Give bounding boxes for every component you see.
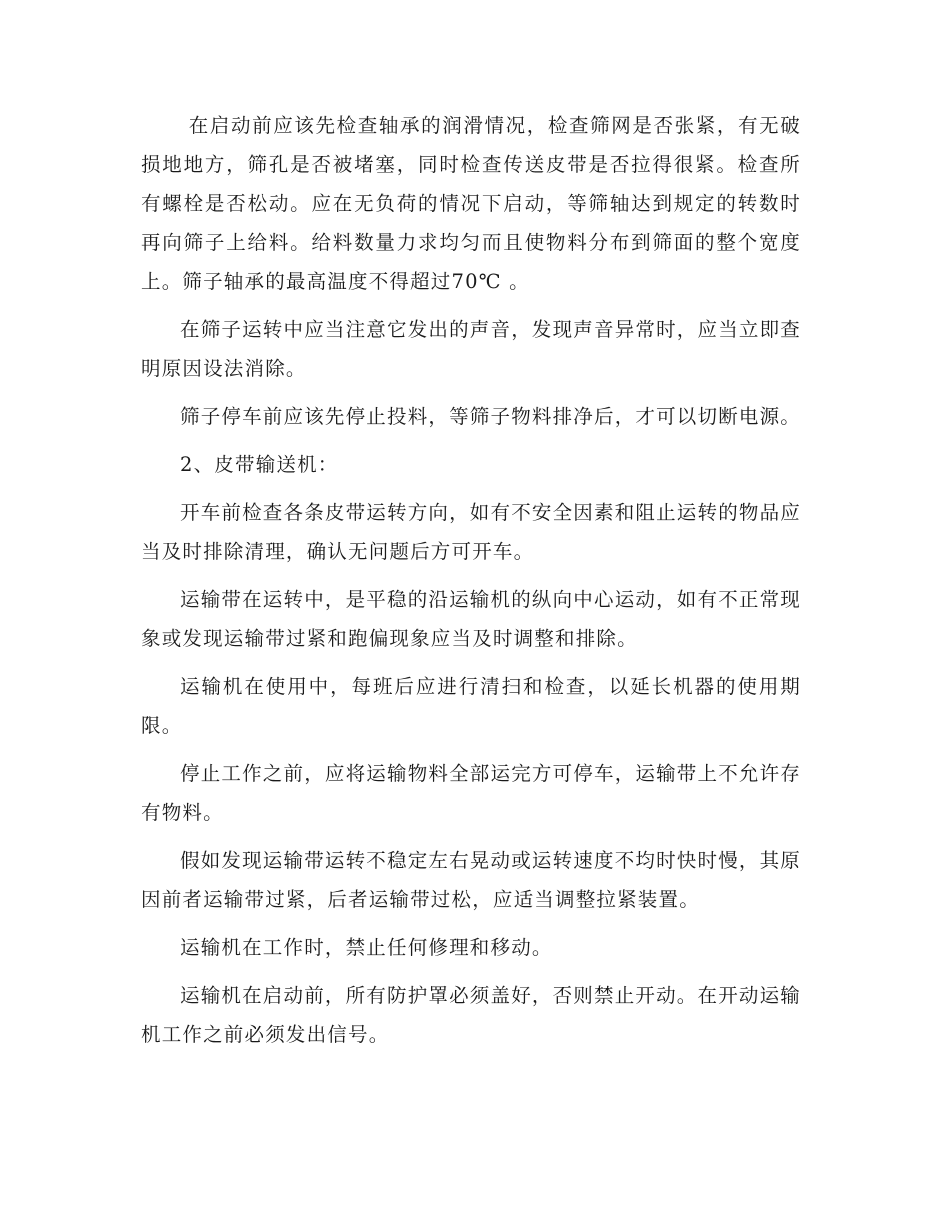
paragraph-belt-cleaning: 运输机在使用中，每班后应进行清扫和检查，以延长机器的使用期限。 <box>141 675 801 737</box>
paragraph-screen-shutdown: 筛子停车前应该先停止投料，等筛子物料排净后，才可以切断电源。 <box>180 405 802 428</box>
paragraph-belt-guards-and-signal: 运输机在启动前，所有防护罩必须盖好，否则禁止开动。在开动运输机工作之前必须发出信号。 <box>141 984 802 1046</box>
paragraph-screen-running-noise: 在筛子运转中应当注意它发出的声音，发现声音异常时，应当立即查明原因设法消除。 <box>141 318 802 380</box>
section-heading-belt-conveyor: 2、皮带输送机： <box>180 453 339 476</box>
paragraph-belt-pre-start-check: 开车前检查各条皮带运转方向，如有不安全因素和阻止运转的物品应当及时排除清理，确认无问题后方可开车。 <box>141 501 802 563</box>
paragraph-belt-tension-adjustment: 假如发现运输带运转不稳定左右晃动或运转速度不均时快时慢，其原因前者运输带过紧，后者运输带过松，应适当调整拉紧装置。 <box>141 849 802 911</box>
paragraph-belt-stop-procedure: 停止工作之前，应将运输物料全部运完方可停车，运输带上不允许存有物料。 <box>141 762 802 824</box>
paragraph-belt-no-repair-while-running: 运输机在工作时，禁止任何修理和移动。 <box>180 936 553 959</box>
document-body <box>141 106 801 1063</box>
paragraph-screen-startup-checks: 在启动前应该先检查轴承的润滑情况，检查筛网是否张紧，有无破损地地方，筛孔是否被堵塞，同时检查传送皮带是否拉得很紧。检查所有螺栓是否松动。应在无负荷的情况下启动，等筛轴达到规定的转数时再向筛子上给料。给料数量力求均匀而且使物料分布到筛面的整个宽度上。筛子轴承的最高温度不得超过70℃ 。 <box>141 114 801 293</box>
paragraph-belt-running-alignment: 运输带在运转中，是平稳的沿运输机的纵向中心运动，如有不正常现象或发现运输带过紧和跑偏现象应当及时调整和排除。 <box>141 588 802 650</box>
